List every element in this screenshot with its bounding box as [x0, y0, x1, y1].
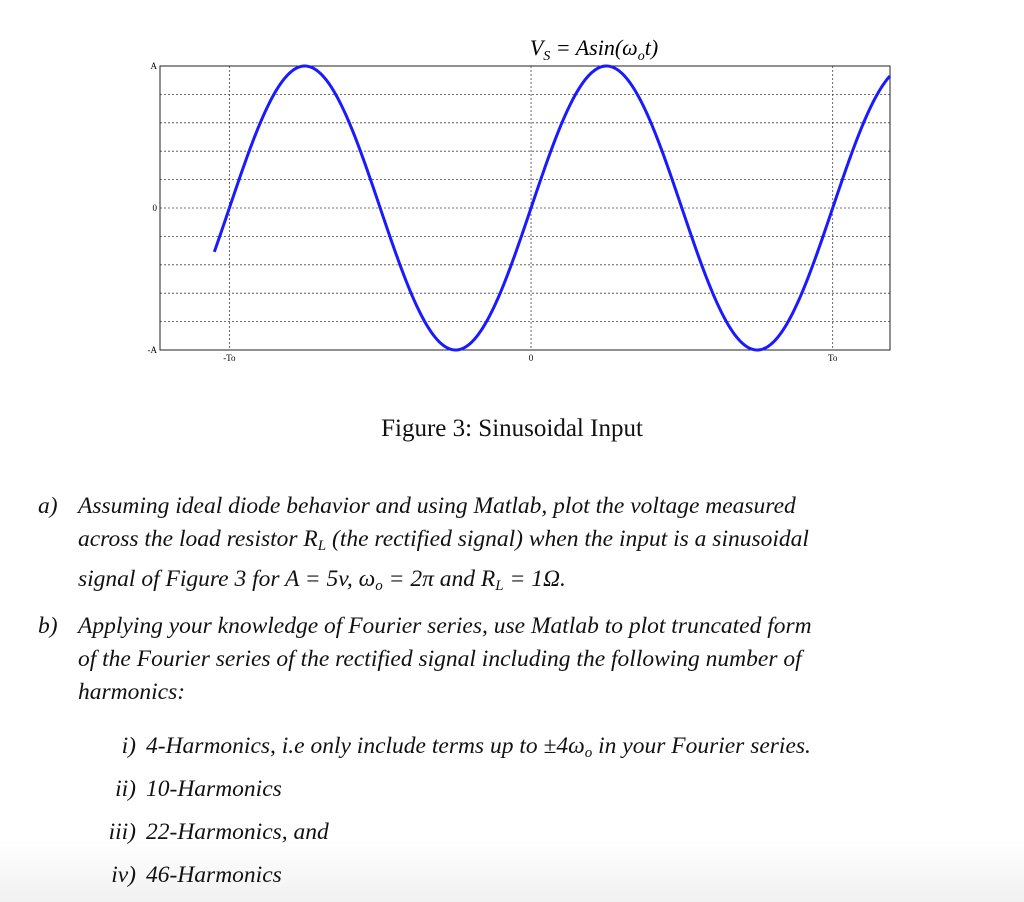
question-b-line3: harmonics:	[78, 679, 186, 705]
question-b	[38, 610, 988, 709]
list-item: i) 4-Harmonics, i.e only include terms up to $\pm 4\omega_o$ in your Fourier series.	[121, 733, 811, 761]
x-tick-label: 0	[528, 353, 534, 363]
x-tick-label: To	[827, 353, 838, 363]
y-tick-label: 0	[152, 203, 157, 213]
list-item: iv) 46-Harmonics	[111, 862, 282, 888]
tick-labels	[148, 61, 838, 363]
question-a-label: a)	[38, 493, 58, 519]
plot-grid	[160, 66, 890, 350]
list-item: ii) 10-Harmonics	[115, 776, 282, 802]
sinusoid-figure	[0, 0, 1024, 400]
x-tick-label: -To	[223, 353, 236, 363]
question-a	[38, 490, 988, 603]
question-a-line3: signal of Figure 3 for A = 5v, $\omega_o = 2\pi$ and $R_L = 1\Omega$.	[78, 566, 566, 594]
y-tick-label: A	[150, 61, 157, 71]
question-a-line1: Assuming ideal diode behavior and using Matlab, plot the voltage measured	[78, 493, 796, 519]
y-tick-label: -A	[147, 345, 157, 355]
question-a-line2: across the load resistor $R_L$ (the rectified signal) when the input is a sinusoidal	[78, 526, 809, 554]
question-b-label: b)	[38, 613, 58, 639]
list-item: iii) 22-Harmonics, and	[108, 819, 329, 845]
figure-caption: Figure 3: Sinusoidal Input	[381, 415, 643, 442]
question-b-line2: of the Fourier series of the rectified signal including the following number of	[78, 646, 802, 672]
question-b-line1: Applying your knowledge of Fourier series, use Matlab to plot truncated form	[78, 613, 812, 639]
figure-title: $V_S = Asin(\omega_ot)$	[529, 35, 659, 64]
